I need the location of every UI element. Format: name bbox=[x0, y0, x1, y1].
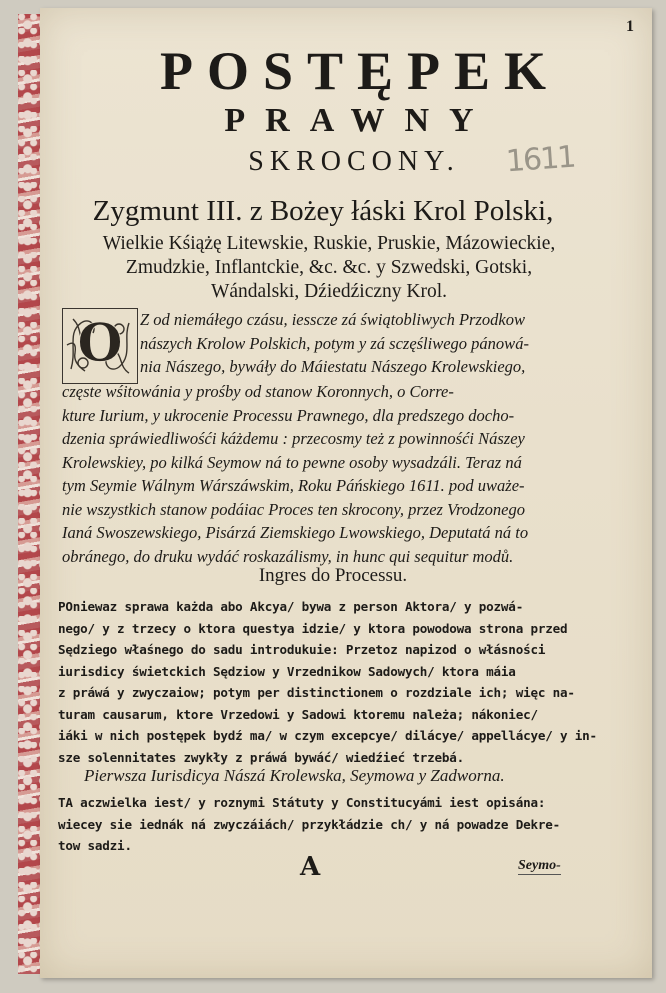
intro-line: Krolewskiey, po kilká Seymow ná to pewne osoby wysadzáli. Teraz ná bbox=[62, 452, 522, 472]
ornament-initial-icon bbox=[63, 309, 137, 383]
intro-line: nia Nászego, bywáły do Máiestatu Nászego Krolewskiego, bbox=[140, 357, 526, 376]
intro-line: Z od niemáłego czásu, iesscze zá świątobliwych Przodkow bbox=[140, 310, 525, 329]
ingres-line: sze solennitates zwykły z práwá bywáć/ wiedźieć trzebá. bbox=[58, 749, 465, 765]
decorated-initial bbox=[62, 308, 138, 384]
jurisdiction-line: wiecey sie iednák ná zwyczáiách/ przykłádzie ch/ y ná powadze Dekre- bbox=[58, 816, 560, 832]
ingres-line: turam causarum, ktore Vrzedowi y Sadowi ktoremu należa; nákoniec/ bbox=[58, 706, 538, 722]
initial-letter: O bbox=[77, 313, 123, 374]
ingres-line: Sędziego właśnego do sadu introdukuie: Przetoz napizod o włásności bbox=[58, 642, 546, 657]
title-line-1: POSTĘPEK bbox=[159, 41, 561, 101]
folio-number: 1 bbox=[626, 18, 634, 35]
ingres-line: iáki w nich postępek bydź ma/ w czym excepcye/ dilácye/ appellácye/ y in- bbox=[58, 728, 597, 743]
royal-titles-line: Zmudzkie, Inflantckie, &c. &c. y Szwedski, Gotski, bbox=[125, 257, 533, 278]
jurisdiction-paragraph bbox=[58, 792, 604, 857]
title-line-2: PRAWNY bbox=[224, 102, 494, 139]
intro-line: tym Seymie Wálnym Wárszáwskim, Roku Páńskiego 1611. pod uważe- bbox=[62, 476, 525, 495]
jurisdiction-subheading: Pierwsza Iurisdicya Nászá Krolewska, Seymowa y Zadworna. bbox=[84, 766, 505, 785]
ingres-paragraph bbox=[58, 596, 604, 768]
intro-line: nie wszystkich stanow podáiac Proces ten skrocony, przez Vrodzonego bbox=[62, 499, 526, 519]
royal-titles bbox=[76, 232, 582, 304]
ingres-line: POniewaz sprawa każda abo Akcya/ bywa z person Aktora/ y pozwá- bbox=[58, 599, 524, 614]
title-line-3: SKROCONY. bbox=[248, 146, 460, 177]
jurisdiction-line: TA aczwielka iest/ y roznymi Státuty y Constitucyámi iest opisána: bbox=[58, 795, 546, 810]
section-heading: Ingres do Processu. bbox=[258, 565, 408, 586]
intro-line: obránego, do druku wydáć roskazálismy, in hunc qui sequitur modů. bbox=[62, 546, 514, 566]
intro-line: kture Iurium, y ukrocenie Processu Prawnego, dla predszego docho- bbox=[62, 405, 515, 425]
signature-mark: A bbox=[300, 852, 321, 882]
intro-line: Ianá Swoszewskiego, Pisárzá Ziemskiego Lwowskiego, Deputatá ná to bbox=[62, 523, 529, 542]
ingres-line: nego/ y z trzecy o ktora questya idzie/ y ktora powodowa strona przed bbox=[58, 620, 568, 636]
royal-titles-line: Wándalski, Dźiedźiczny Krol. bbox=[210, 281, 448, 302]
intro-line: częste wśitowánia y prośby od stanow Koronnych, o Corre- bbox=[62, 382, 454, 401]
intro-paragraph-first-lines bbox=[140, 308, 600, 379]
royal-titles-line: Wielkie Kśiążę Litewskie, Ruskie, Pruskie, Mázowieckie, bbox=[102, 233, 556, 254]
ingres-line: z práwá y zwyczaiow; potym per distinctionem o rozdziale ich; więc na- bbox=[58, 685, 575, 700]
intro-line: nászych Krolow Polskich, potym y zá sczęśliwego pánowá- bbox=[140, 333, 529, 353]
king-heading: Zygmunt III. z Bożey łáski Krol Polski, bbox=[92, 195, 554, 227]
catchword: Seymo- bbox=[518, 858, 561, 873]
intro-line: dzenia spráwiedliwośći káżdemu : przecosmy też z powinnośći Nászey bbox=[62, 429, 525, 448]
intro-paragraph bbox=[62, 380, 600, 568]
ingres-line: iurisdicy świetckich Sędziow y Vrzednikow Sadowych/ ktora máia bbox=[58, 663, 516, 679]
pencil-annotation: 1611 bbox=[504, 139, 576, 180]
jurisdiction-line: tow sadzi. bbox=[58, 838, 132, 853]
